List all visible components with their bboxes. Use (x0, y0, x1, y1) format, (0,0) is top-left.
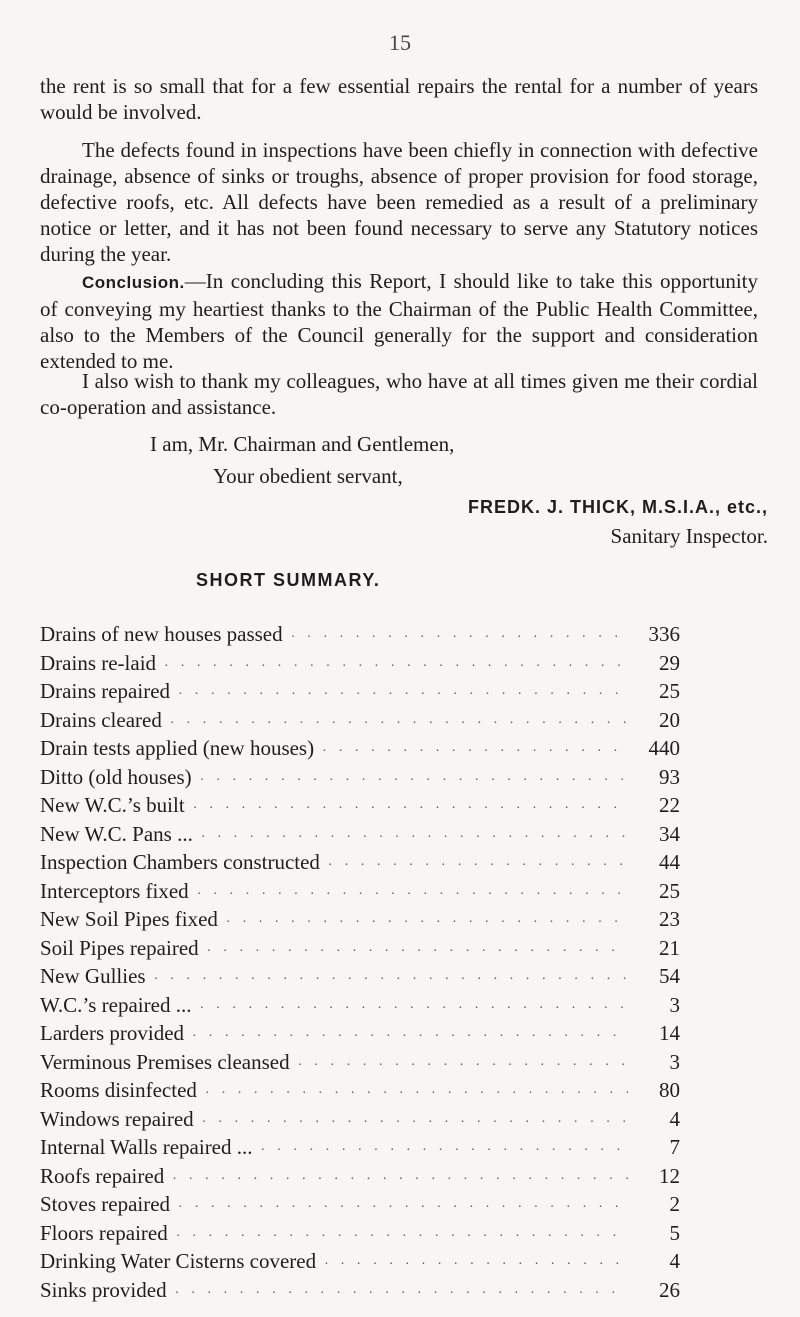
summary-value: 12 (659, 1163, 680, 1188)
leader-dots (324, 1251, 628, 1279)
summary-row (40, 848, 680, 877)
summary-label: Stoves repaired (40, 1192, 171, 1216)
leader-dots (205, 1080, 628, 1108)
summary-value: 2 (669, 1192, 680, 1216)
summary-value: 22 (659, 793, 680, 817)
leader-dots (207, 938, 628, 966)
summary-label: Drains re-laid (40, 650, 157, 675)
paragraph-conclusion (40, 268, 758, 374)
summary-row (40, 1276, 680, 1305)
leader-dots (261, 1137, 628, 1165)
summary-value: 29 (659, 650, 680, 675)
leader-dots (178, 1194, 628, 1222)
leader-dots (200, 767, 628, 795)
summary-label: Soil Pipes repaired (40, 935, 199, 960)
paragraph-rent: the rent is so small that for a few essential repairs the rental for a number of years would be involved. (40, 74, 758, 124)
summary-label: Drain tests applied (new houses) (40, 736, 315, 760)
summary-row (40, 763, 680, 792)
summary-row (40, 820, 680, 849)
leader-dots (199, 995, 628, 1023)
summary-value: 4 (669, 1106, 680, 1131)
summary-label: Drinking Water Cisterns covered (40, 1249, 317, 1273)
summary-value: 23 (659, 907, 680, 931)
leader-dots (175, 1280, 628, 1308)
summary-value: 26 (659, 1277, 680, 1302)
summary-row (40, 1076, 680, 1105)
salutation: I am, Mr. Chairman and Gentlemen, (150, 432, 455, 456)
leader-dots (164, 653, 628, 681)
summary-label: New Gullies (40, 964, 146, 988)
summary-value: 34 (659, 821, 680, 846)
summary-row (40, 1247, 680, 1276)
page-number: 15 (389, 30, 411, 55)
summary-row (40, 877, 680, 906)
signatory-title: Sanitary Inspector. (610, 524, 768, 548)
summary-label: Drains of new houses passed (40, 622, 283, 646)
summary-label: Roofs repaired (40, 1163, 165, 1188)
summary-row (40, 620, 680, 649)
leader-dots (197, 881, 628, 909)
summary-label: Sinks provided (40, 1277, 167, 1302)
summary-value: 440 (648, 736, 680, 760)
summary-value: 7 (669, 1135, 680, 1159)
summary-row (40, 649, 680, 678)
summary-value: 21 (659, 935, 680, 960)
summary-label: Larders provided (40, 1021, 185, 1045)
summary-label: Windows repaired (40, 1106, 194, 1131)
leader-dots (193, 795, 628, 823)
conclusion-heading: Conclusion. (82, 273, 185, 292)
summary-value: 54 (659, 964, 680, 988)
summary-value: 93 (659, 764, 680, 789)
leader-dots (226, 909, 628, 937)
paragraph-defects: The defects found in inspections have been chiefly in connection with defective drainage, absence of sinks or troughs, absence of proper provision for food storage, defective roofs, etc. All defects have been remedied as a result of a preliminary notice or letter, and it has not been found necessary to serve any Statutory notices during the year. (40, 138, 758, 266)
summary-heading: SHORT SUMMARY. (196, 570, 381, 590)
summary-label: Ditto (old houses) (40, 764, 192, 789)
summary-value: 4 (669, 1249, 680, 1273)
servant-line: Your obedient servant, (213, 464, 403, 488)
summary-row (40, 677, 680, 706)
summary-label: New W.C. Pans ... (40, 821, 193, 846)
summary-list (40, 620, 680, 1304)
summary-label: New Soil Pipes fixed (40, 907, 218, 931)
summary-value: 336 (648, 622, 680, 646)
leader-dots (322, 738, 628, 766)
summary-label: Floors repaired (40, 1220, 168, 1245)
summary-label: Drains cleared (40, 707, 162, 732)
summary-row (40, 1162, 680, 1191)
summary-row (40, 1133, 680, 1162)
leader-dots (328, 852, 628, 880)
summary-row (40, 934, 680, 963)
summary-row (40, 905, 680, 934)
summary-row (40, 1105, 680, 1134)
leader-dots (202, 1109, 628, 1137)
summary-row (40, 1048, 680, 1077)
summary-value: 20 (659, 707, 680, 732)
summary-label: Verminous Premises cleansed (40, 1049, 290, 1074)
signature: FREDK. J. THICK, M.S.I.A., etc., (467, 497, 768, 517)
summary-value: 3 (669, 992, 680, 1017)
leader-dots (291, 624, 628, 652)
summary-row (40, 1190, 680, 1219)
summary-value: 25 (659, 679, 680, 703)
summary-value: 44 (659, 850, 680, 874)
summary-row (40, 1019, 680, 1048)
summary-label: Rooms disinfected (40, 1078, 197, 1102)
summary-value: 25 (659, 878, 680, 903)
summary-value: 5 (669, 1220, 680, 1245)
summary-row (40, 791, 680, 820)
summary-row (40, 991, 680, 1020)
summary-label: Drains repaired (40, 679, 171, 703)
summary-value: 14 (659, 1021, 680, 1045)
summary-label: Interceptors fixed (40, 878, 189, 903)
paragraph-thanks: I also wish to thank my colleagues, who have at all times given me their cordial co-operation and assistance. (40, 369, 758, 419)
summary-row (40, 734, 680, 763)
summary-label: Inspection Chambers constructed (40, 850, 320, 874)
summary-value: 3 (669, 1049, 680, 1074)
summary-row (40, 1219, 680, 1248)
summary-row (40, 962, 680, 991)
summary-value: 80 (659, 1078, 680, 1102)
leader-dots (154, 966, 628, 994)
leader-dots (178, 681, 628, 709)
summary-label: Internal Walls repaired ... (40, 1135, 253, 1159)
leader-dots (298, 1052, 628, 1080)
summary-label: W.C.’s repaired ... (40, 992, 192, 1017)
conclusion-body: —In concluding this Report, I should like to take this opportunity of conveying my heartiest thanks to the Chairman of the Public Health Committee, also to the Members of the Council generally for the support and consideration extended to me. (40, 269, 758, 373)
summary-label: New W.C.’s built (40, 793, 185, 817)
summary-row (40, 706, 680, 735)
leader-dots (172, 1166, 628, 1194)
